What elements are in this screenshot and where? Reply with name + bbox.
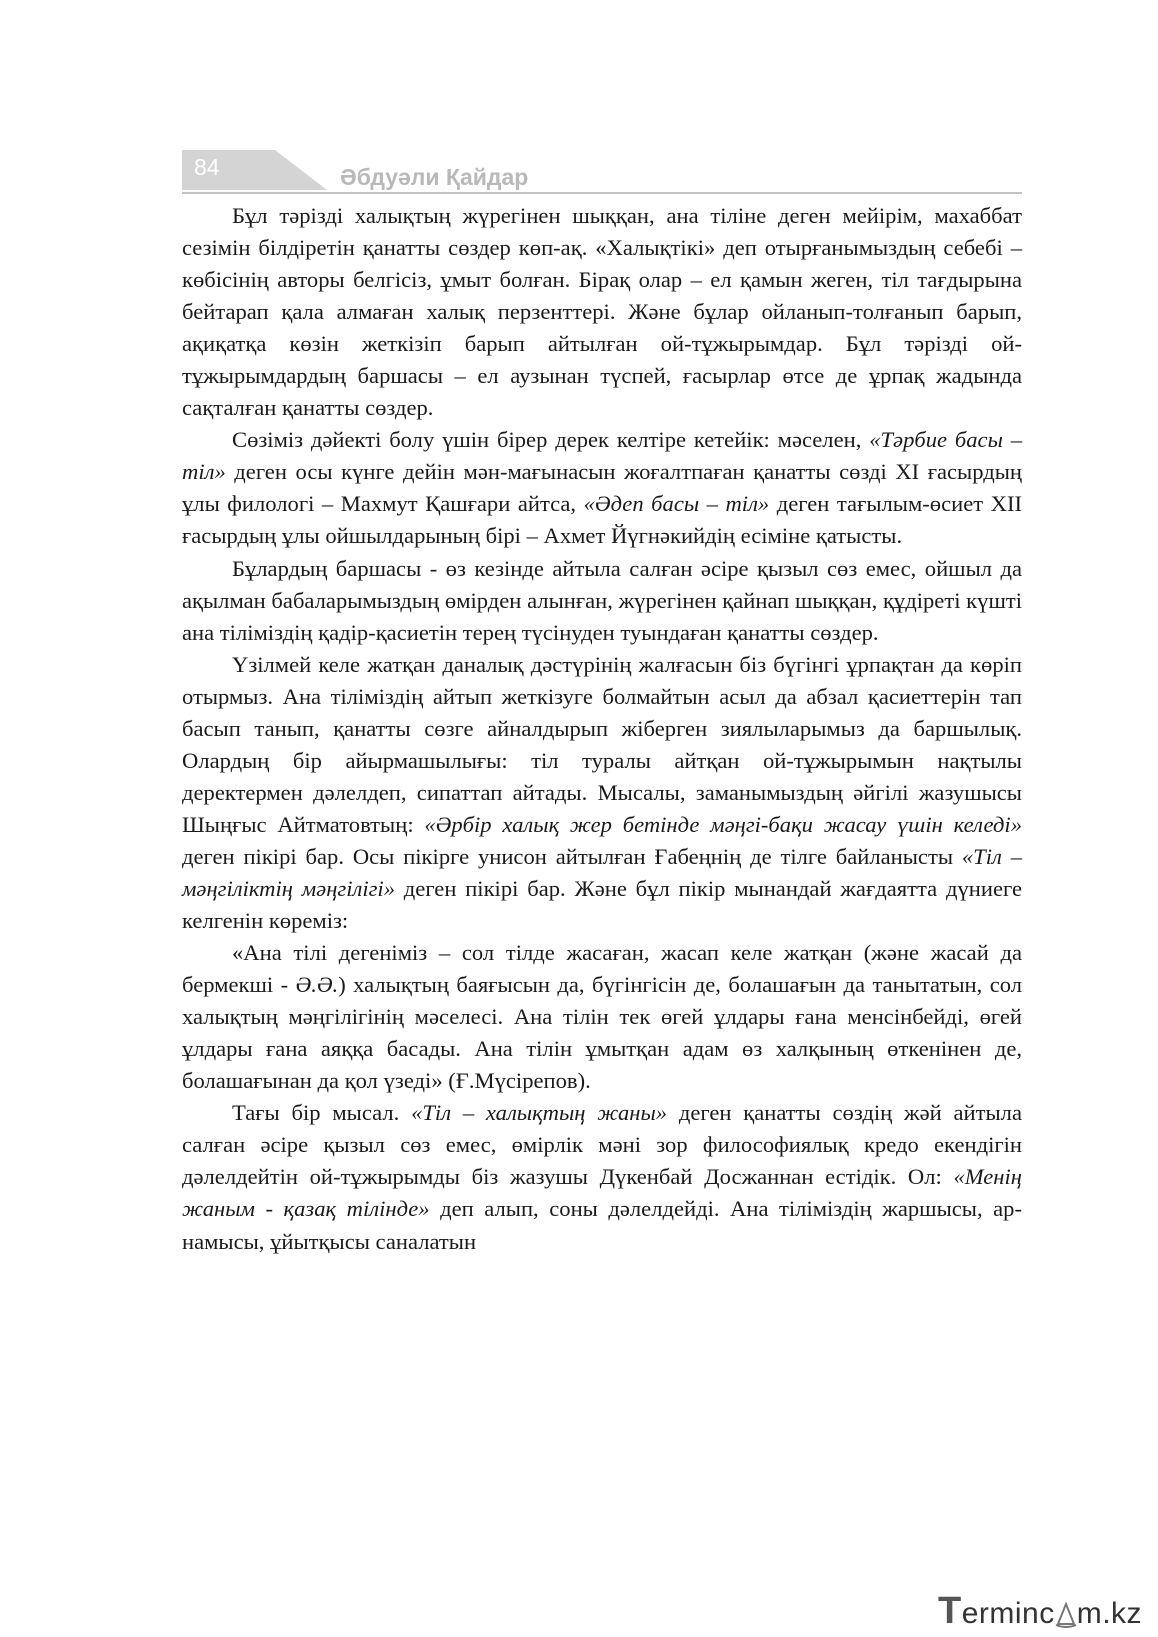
paragraph-5: «Ана тілі дегеніміз – сол тілде жасаған, жасап келе жатқан (және жасай да бермекші - Ә.Ә.) халықтың баяғысын да, бүгінгісін де, болашағын да танытатын, сол халықтың мәңгілігінің мәселесі. Ана тілін тек өгей ұлдары ғана менсінбейді, өгей ұлдары ғана аяққа басады. Ана тілін ұмытқан адам өз халқының өткенінен де, болашағынан да қол үзеді» (Ғ.Мүсірепов). <box>182 940 1022 1094</box>
header-rule <box>182 192 1022 194</box>
quote-italic: «Әдеп басы – тіл» <box>583 491 770 517</box>
sail-logo-icon <box>1055 1602 1077 1628</box>
page-number: 84 <box>194 154 220 180</box>
body-text <box>182 200 1022 1258</box>
quote-italic: «Әрбір халық жер бетінде мәңгі-бақи жасау үшін келеді» <box>424 811 1022 837</box>
paragraph-1: Бұл тәрізді халықтың жүрегінен шыққан, ана тіліне деген мейірім, махаббат сезімін білдіретін қанатты сөздер көп-ақ. «Халықтікі» деп отырғанымыздың себебі – көбісінің авторы белгісіз, ұмыт болған. Бірақ олар – ел қамын жеген, тіл тағдырына бейтарап қала алмаған халық перзенттері. Және бұлар ойланып-толғанып барып, ақиқатқа көзін жеткізіп барып айтылған ой-тұжырымдар. Бұл тәрізді ой-тұжырымдардың баршасы – ел аузынан түспей, ғасырлар өтсе де ұрпақ жадында сақталған қанатты сөздер. <box>182 203 1022 421</box>
paragraph-6: Тағы бір мысал. «Тіл – халықтың жаны» деген қанатты сөздің жәй айтыла салған әсіре қызыл сөз емес, өмірлік мәні зор философиялық кредо екендігін дәлелдейтін ой-тұжырымды біз жазушы Дүкенбай Досжаннан естідік. Ол: «Менің жаным - қазақ тілінде» деп алып, соны дәлелдейді. Ана тіліміздің жаршысы, ар-намысы, ұйытқысы саналатын <box>182 1100 1022 1254</box>
quote-italic: «Тіл – халықтың жаны» <box>411 1100 668 1126</box>
quote-italic: «Менің жаным - қазақ тілінде» <box>182 1164 1022 1222</box>
initials-italic: Ә.Ә. <box>295 972 339 998</box>
running-head-author: Әбдуәли Қайдар <box>340 164 529 190</box>
paragraph-3: Бұлардың баршасы - өз кезінде айтыла салған әсіре қызыл сөз емес, ойшыл да ақылман бабаларымыздың өмірден алынған, жүрегінен қайнап шыққан, құдіреті күшті ана тіліміздің қадір-қасиетін терең түсінуден туындаған қанатты сөздер. <box>182 555 1022 645</box>
paragraph-4: Үзілмей келе жатқан даналық дәстүрінің жалғасын біз бүгінгі ұрпақтан да көріп отырмыз. Ана тіліміздің айтып жеткізуге болмайтын асыл да абзал қасиеттерін тап басып танып, қанатты сөзге айналдырып жіберген зиялыларымыз да баршылық. Олардың бір айырмашылығы: тіл туралы айтқан ой-тұжырымын нақтылы деректермен дәлелдеп, сипаттап айтады. Мысалы, заманымыздың әйгілі жазушысы Шыңғыс Айтматовтың: «Әрбір халық жер бетінде мәңгі-бақи жасау үшін келеді» деген пікірі бар. Осы пікірге унисон айтылған Ғабеңнің де тілге байланысты «Тіл – мәңгіліктің мәңгілігі» деген пікірі бар. Және бұл пікір мынандай жағдаятта дүниеге келгенін көреміз: <box>182 651 1022 934</box>
termincom-watermark: Terminc m.kz <box>938 1590 1143 1632</box>
paragraph-2: Сөзіміз дәйекті болу үшін бірер дерек келтіре кетейік: мәселен, «Тәрбие басы – тіл» деген осы күнге дейін мән-мағынасын жоғалтпаған қанатты сөзді XI ғасырдың ұлы филологі – Махмут Қашғари айтса, «Әдеп басы – тіл» деген тағылым-өсиет XII ғасырдың ұлы ойшылдарының бірі – Ахмет Йүгнәкийдің есіміне қатысты. <box>182 427 1022 549</box>
header-tab-wedge <box>275 150 327 190</box>
quote-italic: «Тәрбие басы – тіл» <box>182 427 1022 485</box>
watermark-letter: T <box>938 1590 962 1632</box>
quote-italic: «Тіл – мәңгіліктің мәңгілігі» <box>182 843 1022 901</box>
